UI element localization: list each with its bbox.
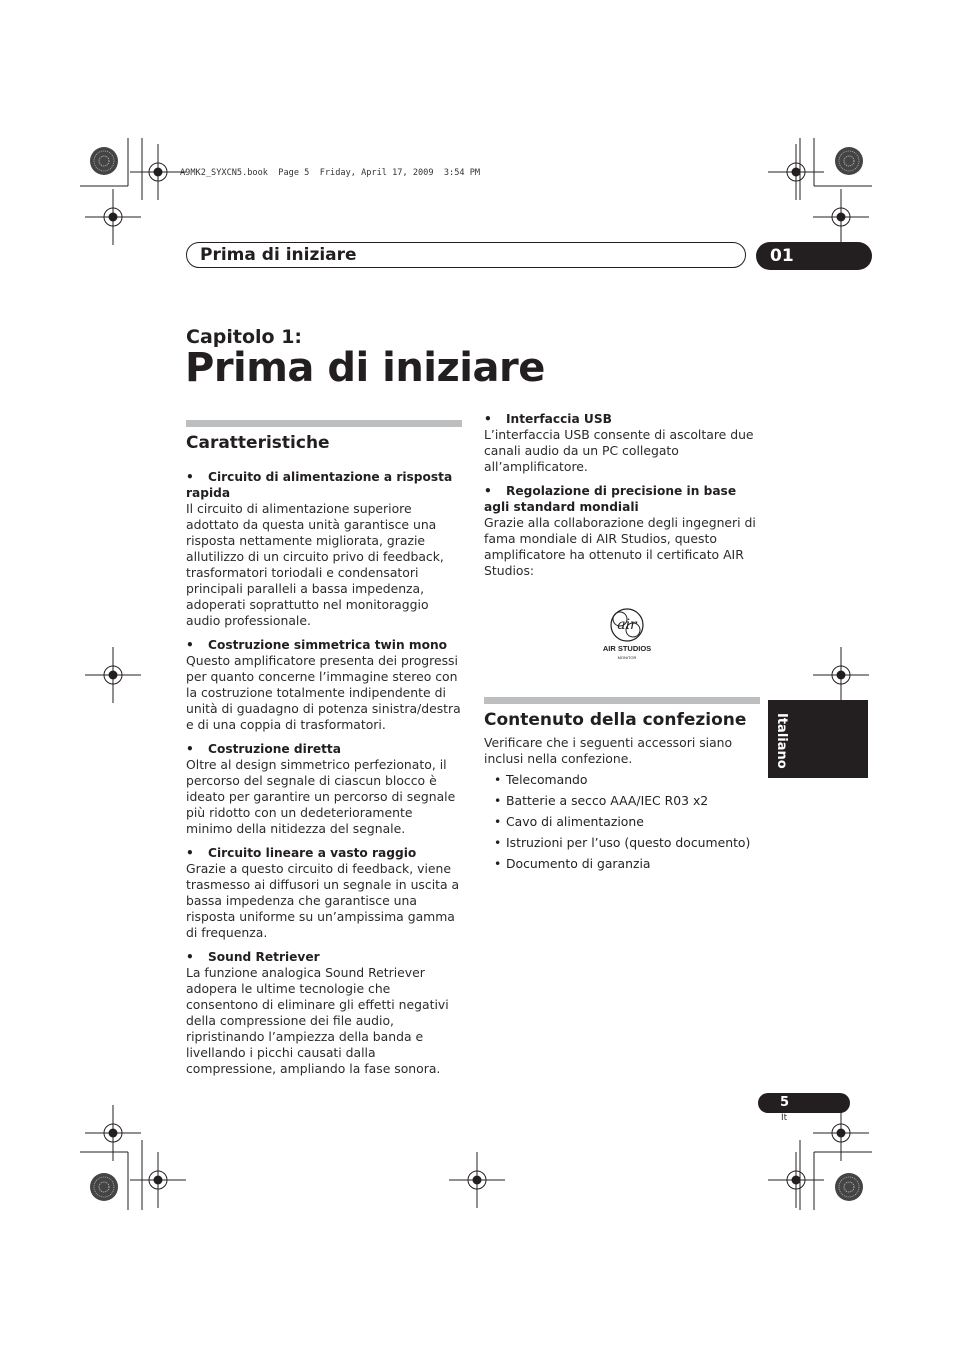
feature-body: Il circuito di alimentazione superiore adottato da questa unità garantisce una risposta nettamente migliorata, grazie allutilizzo di un circuito privo di feedback, trasformatori toriodali e condensatori principali paralleli a bassa impedenza, adoperati soprattutto nel monitoraggio audio professionale. — [186, 501, 444, 628]
feature-item — [484, 483, 760, 579]
feature-title: Interfaccia USB — [506, 412, 612, 426]
feature-body: Questo amplificatore presenta dei progressi per quanto concerne l’immagine stereo con la costruzione totalmente indipendente di unità di guadagno di potenza sinistra/destra e di una coppia di trasformatori. — [186, 653, 461, 732]
page-language: It — [781, 1113, 788, 1123]
feature-body: Grazie a questo circuito di feedback, viene trasmesso ai diffusori un segnale in uscita a bassa impedenza che garantisce una risposta uniforme su un’ampissima gamma di frequenza. — [186, 861, 460, 940]
feature-item — [186, 845, 462, 941]
chapter-title: Prima di iniziare — [185, 345, 545, 391]
bullet: • — [186, 470, 194, 484]
feature-title: Regolazione di precisione in base agli standard mondiali — [484, 484, 737, 514]
bullet: • — [484, 412, 492, 426]
section-rule — [186, 420, 462, 427]
logo-sub: MONITOR — [617, 655, 637, 660]
feature-item — [186, 741, 462, 837]
contents-list — [484, 772, 760, 872]
feature-body: L’interfaccia USB consente di ascoltare due canali audio da un PC collegato all’amplificatore. — [484, 427, 754, 474]
chapter-number-badge: 01 — [756, 242, 872, 270]
bullet: • — [186, 846, 194, 860]
bullet: • — [186, 638, 194, 652]
header-title: Prima di iniziare — [200, 245, 357, 265]
right-column — [484, 411, 760, 877]
section-title-contents: Contenuto della confezione — [484, 710, 747, 730]
logo-mark: air — [617, 617, 637, 633]
bullet: • — [186, 742, 194, 756]
feature-title: Sound Retriever — [208, 950, 320, 964]
feature-title: Circuito di alimentazione a risposta rapida — [186, 470, 453, 500]
language-tab-label: Italiano — [774, 713, 789, 769]
feature-item — [186, 469, 462, 629]
page-number: 5 — [758, 1093, 850, 1113]
air-studios-logo — [602, 605, 652, 665]
list-item: • Batterie a secco AAA/IEC R03 x2 — [494, 793, 709, 808]
section-rule — [484, 697, 760, 704]
bullet: • — [186, 950, 194, 964]
left-column — [186, 420, 462, 1085]
list-item: • Cavo di alimentazione — [494, 814, 644, 829]
bullet: • — [484, 484, 492, 498]
feature-body: Oltre al design simmetrico perfezionato, il percorso del segnale di ciascun blocco è ideato per garantire un percorso di segnale più ridotto con un dedeterioramente minimo della nitidezza del segnale. — [186, 757, 456, 836]
feature-title: Costruzione diretta — [208, 742, 341, 756]
contents-intro: Verificare che i seguenti accessori siano inclusi nella confezione. — [484, 735, 733, 766]
list-item: • Telecomando — [494, 772, 588, 787]
feature-body: La funzione analogica Sound Retriever adopera le ultime tecnologie che consentono di eliminare gli effetti negativi della compressione dei file audio, ripristinando l’ampiezza della banda e livellando i picchi causati dalla compressione, ampliando la fase sonora. — [186, 965, 449, 1076]
section-title-features: Caratteristiche — [186, 433, 330, 453]
list-item: • Documento di garanzia — [494, 856, 651, 871]
feature-item — [186, 949, 462, 1077]
file-info: A9MK2_SYXCN5.book Page 5 Friday, April 17, 2009 3:54 PM — [180, 168, 481, 178]
feature-title: Costruzione simmetrica twin mono — [208, 638, 448, 652]
feature-title: Circuito lineare a vasto raggio — [208, 846, 417, 860]
list-item: • Istruzioni per l’uso (questo documento) — [494, 835, 751, 850]
feature-item — [186, 637, 462, 733]
logo-name: AIR STUDIOS — [602, 644, 652, 653]
chapter-label: Capitolo 1: — [186, 326, 303, 348]
feature-body: Grazie alla collaborazione degli ingegneri di fama mondiale di AIR Studios, questo amplificatore ha ottenuto il certificato AIR Studios: — [484, 515, 756, 578]
feature-item — [484, 411, 760, 475]
